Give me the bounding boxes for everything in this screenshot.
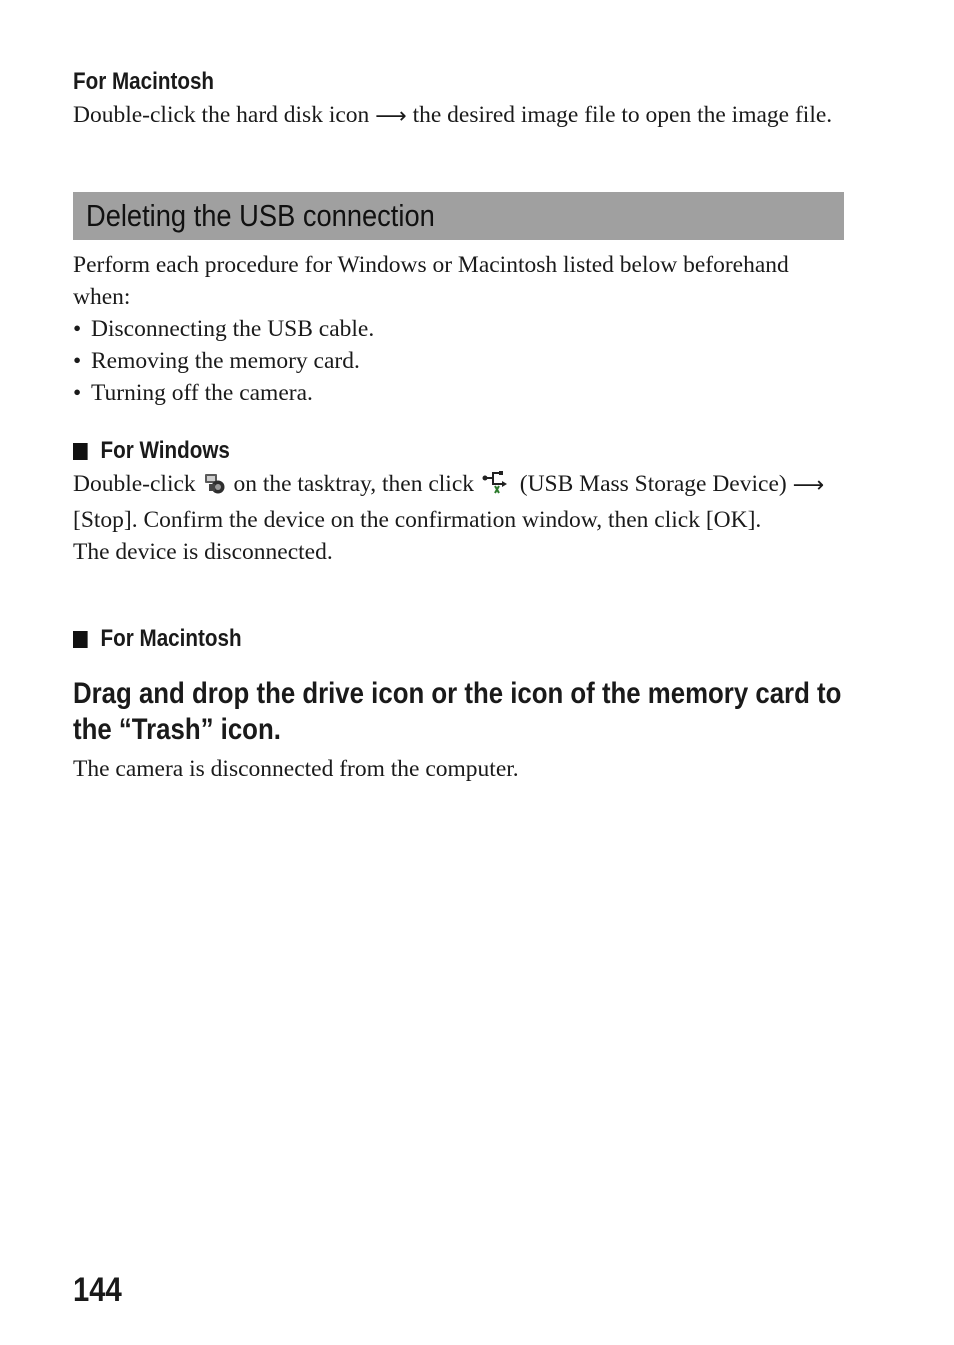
usb-mass-storage-icon [482,469,512,504]
windows-text-part4: [Stop]. Confirm the device on the confirmation window, then click [OK]. [73,507,762,533]
windows-result: The device is disconnected. [73,539,333,565]
page-number: 144 [73,1271,122,1309]
windows-steps [73,468,844,536]
mac-instructions-top [73,99,844,133]
windows-instructions [73,468,844,568]
list-item: • Turning off the camera. [73,377,844,409]
bullet-text: Turning off the camera. [91,380,313,406]
tasktray-device-icon [204,471,226,504]
bullet-text: Disconnecting the USB cable. [91,316,375,342]
intro-text: Perform each procedure for Windows or Macintosh listed below beforehand when: [73,252,789,310]
section-title: Deleting the USB connection [86,198,435,233]
windows-text-part1: Double-click [73,471,196,497]
macintosh-heading [73,623,242,655]
square-bullet-icon [73,631,88,648]
windows-heading-text: For Windows [100,437,230,464]
windows-text-part3: (USB Mass Storage Device) [519,471,787,497]
macintosh-heading-text: For Macintosh [100,625,242,652]
list-item: • Disconnecting the USB cable. [73,313,844,345]
square-bullet-icon [73,443,88,460]
macintosh-result: The camera is disconnected from the computer. [73,756,519,782]
usb-intro [73,249,844,409]
mac-text-part1: Double-click the hard disk icon [73,102,370,128]
list-item: • Removing the memory card. [73,345,844,377]
windows-heading [73,435,230,467]
macintosh-step-text: Drag and drop the drive icon or the icon of the memory card to the “Trash” icon. [73,677,842,746]
macintosh-step [73,676,843,748]
right-arrow-icon: ⟶ [375,104,407,129]
section-title-bar [73,192,844,240]
mac-heading-top: For Macintosh [73,68,215,95]
mac-text-part2: the desired image file to open the image file. [412,102,833,128]
bullet-text: Removing the memory card. [91,348,360,374]
right-arrow-icon: ⟶ [792,473,825,498]
windows-text-part2: on the tasktray, then click [233,471,475,497]
